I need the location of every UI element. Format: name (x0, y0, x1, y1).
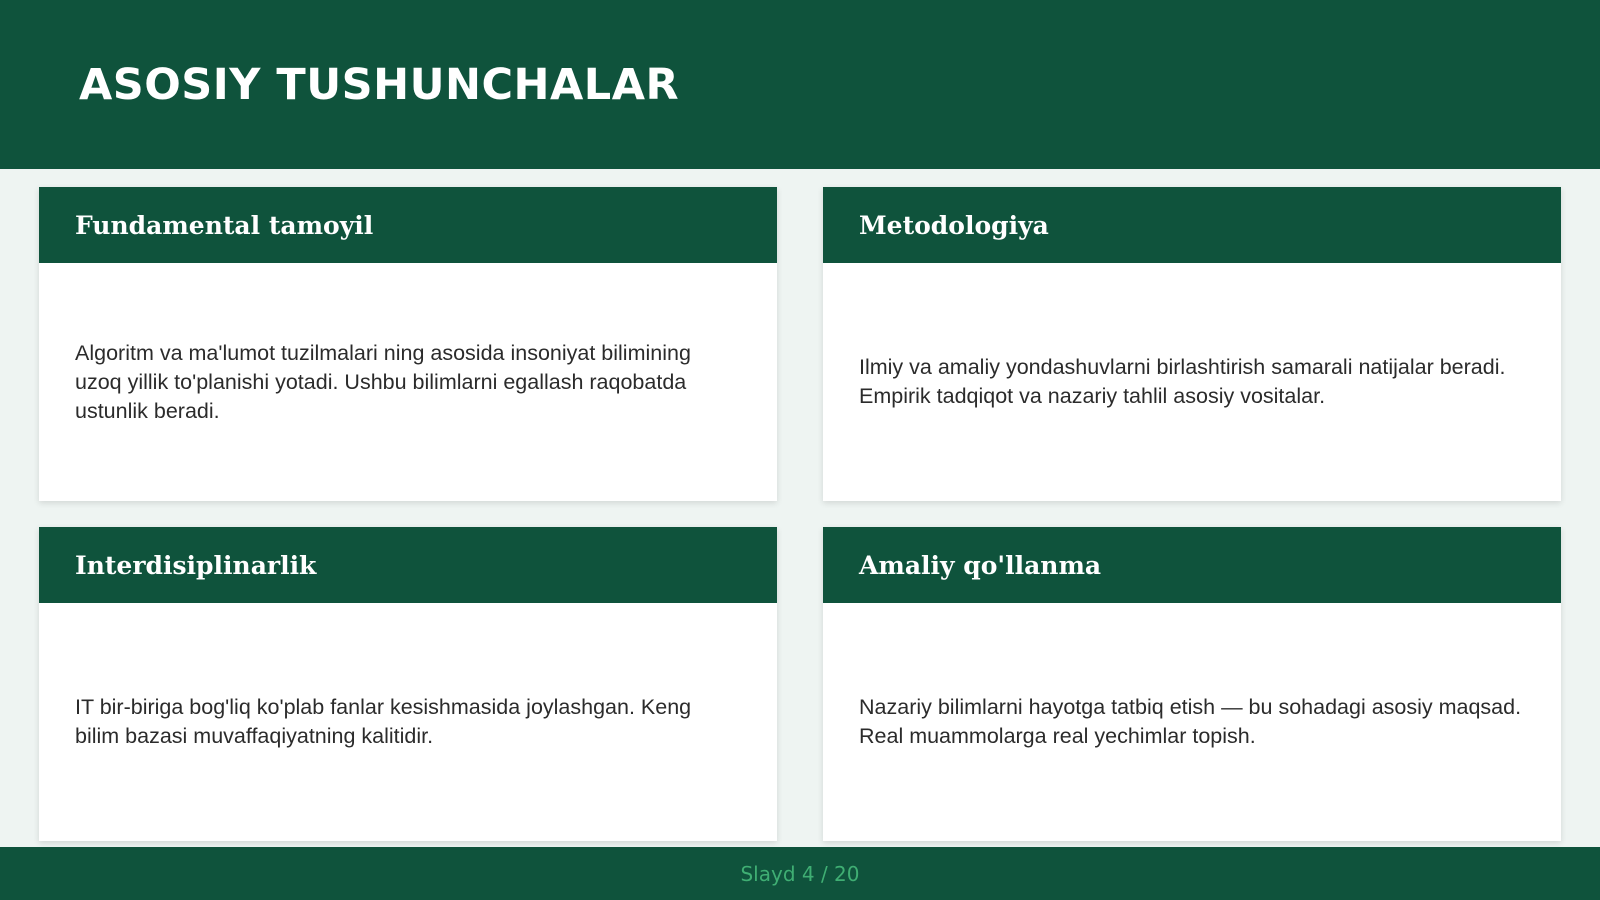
card-header (823, 187, 1561, 263)
card-body (39, 603, 777, 841)
card-body (823, 263, 1561, 501)
card-text: Ilmiy va amaliy yondashuvlarni birlashtirish samarali natijalar beradi. Empirik tadqiqot va nazariy tahlil asosiy vositalar. (859, 355, 1506, 408)
card-header (39, 527, 777, 603)
card-header (39, 187, 777, 263)
card-text: Nazariy bilimlarni hayotga tatbiq etish — bu sohadagi asosiy maqsad. Real muammolarga real yechimlar topish. (859, 695, 1522, 748)
card-body (823, 603, 1561, 841)
card-title: Metodologiya (859, 210, 1049, 240)
slide-number: Slayd 4 / 20 (740, 861, 860, 886)
card-amaliy-qollanma (823, 527, 1561, 841)
slide-header (0, 0, 1600, 169)
card-title: Interdisiplinarlik (75, 550, 317, 580)
slide-title: ASOSIY TUSHUNCHALAR (79, 60, 680, 110)
card-body (39, 263, 777, 501)
card-text: IT bir-biriga bog'liq ko'plab fanlar kesishmasida joylashgan. Keng bilim bazasi muvaffaqiyatning kalitidir. (75, 695, 692, 748)
card-text: Algoritm va ma'lumot tuzilmalari ning asosida insoniyat bilimining uzoq yillik to'planishi yotadi. Ushbu bilimlarni egallash raqobatda ustunlik beradi. (75, 340, 691, 423)
card-header (823, 527, 1561, 603)
card-fundamental-tamoyil (39, 187, 777, 501)
card-metodologiya (823, 187, 1561, 501)
card-title: Fundamental tamoyil (75, 210, 374, 240)
card-title: Amaliy qo'llanma (859, 550, 1102, 580)
slide-footer (0, 847, 1600, 900)
card-interdisiplinarlik (39, 527, 777, 841)
